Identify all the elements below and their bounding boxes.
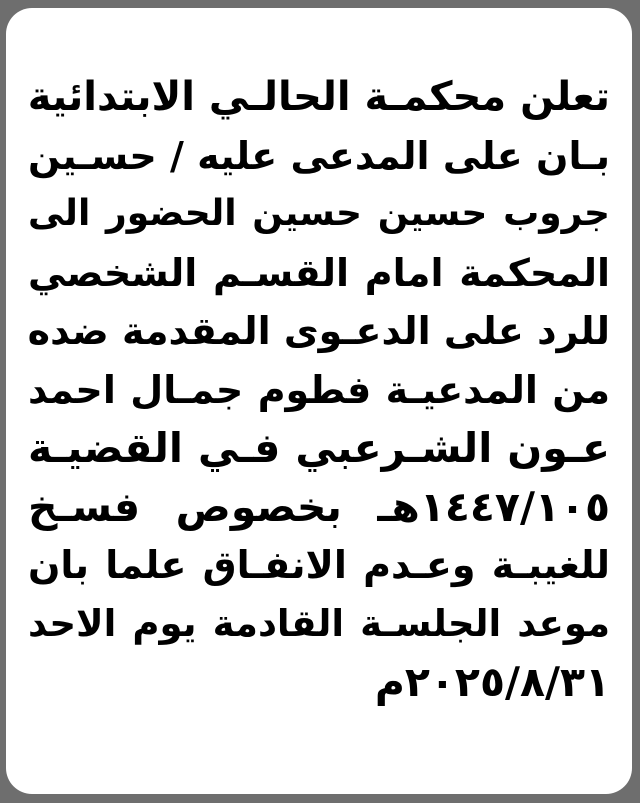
notice-line-9: للغيبـة وعـدم الانفـاق علما بان <box>28 543 610 587</box>
notice-line-11: ٢٠٢٥/٨/٣١م <box>374 658 610 706</box>
notice-frame <box>6 8 632 794</box>
notice-line-3: جروب حسين حسين الحضور الى <box>28 193 610 234</box>
notice-line-7: عـون الشـرعبي فـي القضيـة <box>28 424 610 472</box>
court-notice-text <box>28 68 610 712</box>
notice-line-1: تعلن محكمـة الحالـي الابتدائية <box>27 74 610 120</box>
notice-line-2: بـان على المدعى عليه / حسـين <box>28 133 610 178</box>
notice-line-5: للرد على الدعـوى المقدمة ضده <box>27 309 610 353</box>
notice-line-6: من المدعيـة فطوم جمـال احمد <box>28 367 610 412</box>
notice-line-10: موعد الجلسـة القادمة يوم الاحد <box>28 601 610 645</box>
notice-line-4: المحكمة امام القسـم الشخصي <box>28 250 610 295</box>
notice-line-8: ١٤٤٧/١٠٥هـ بخصوص فسـخ <box>28 482 610 531</box>
